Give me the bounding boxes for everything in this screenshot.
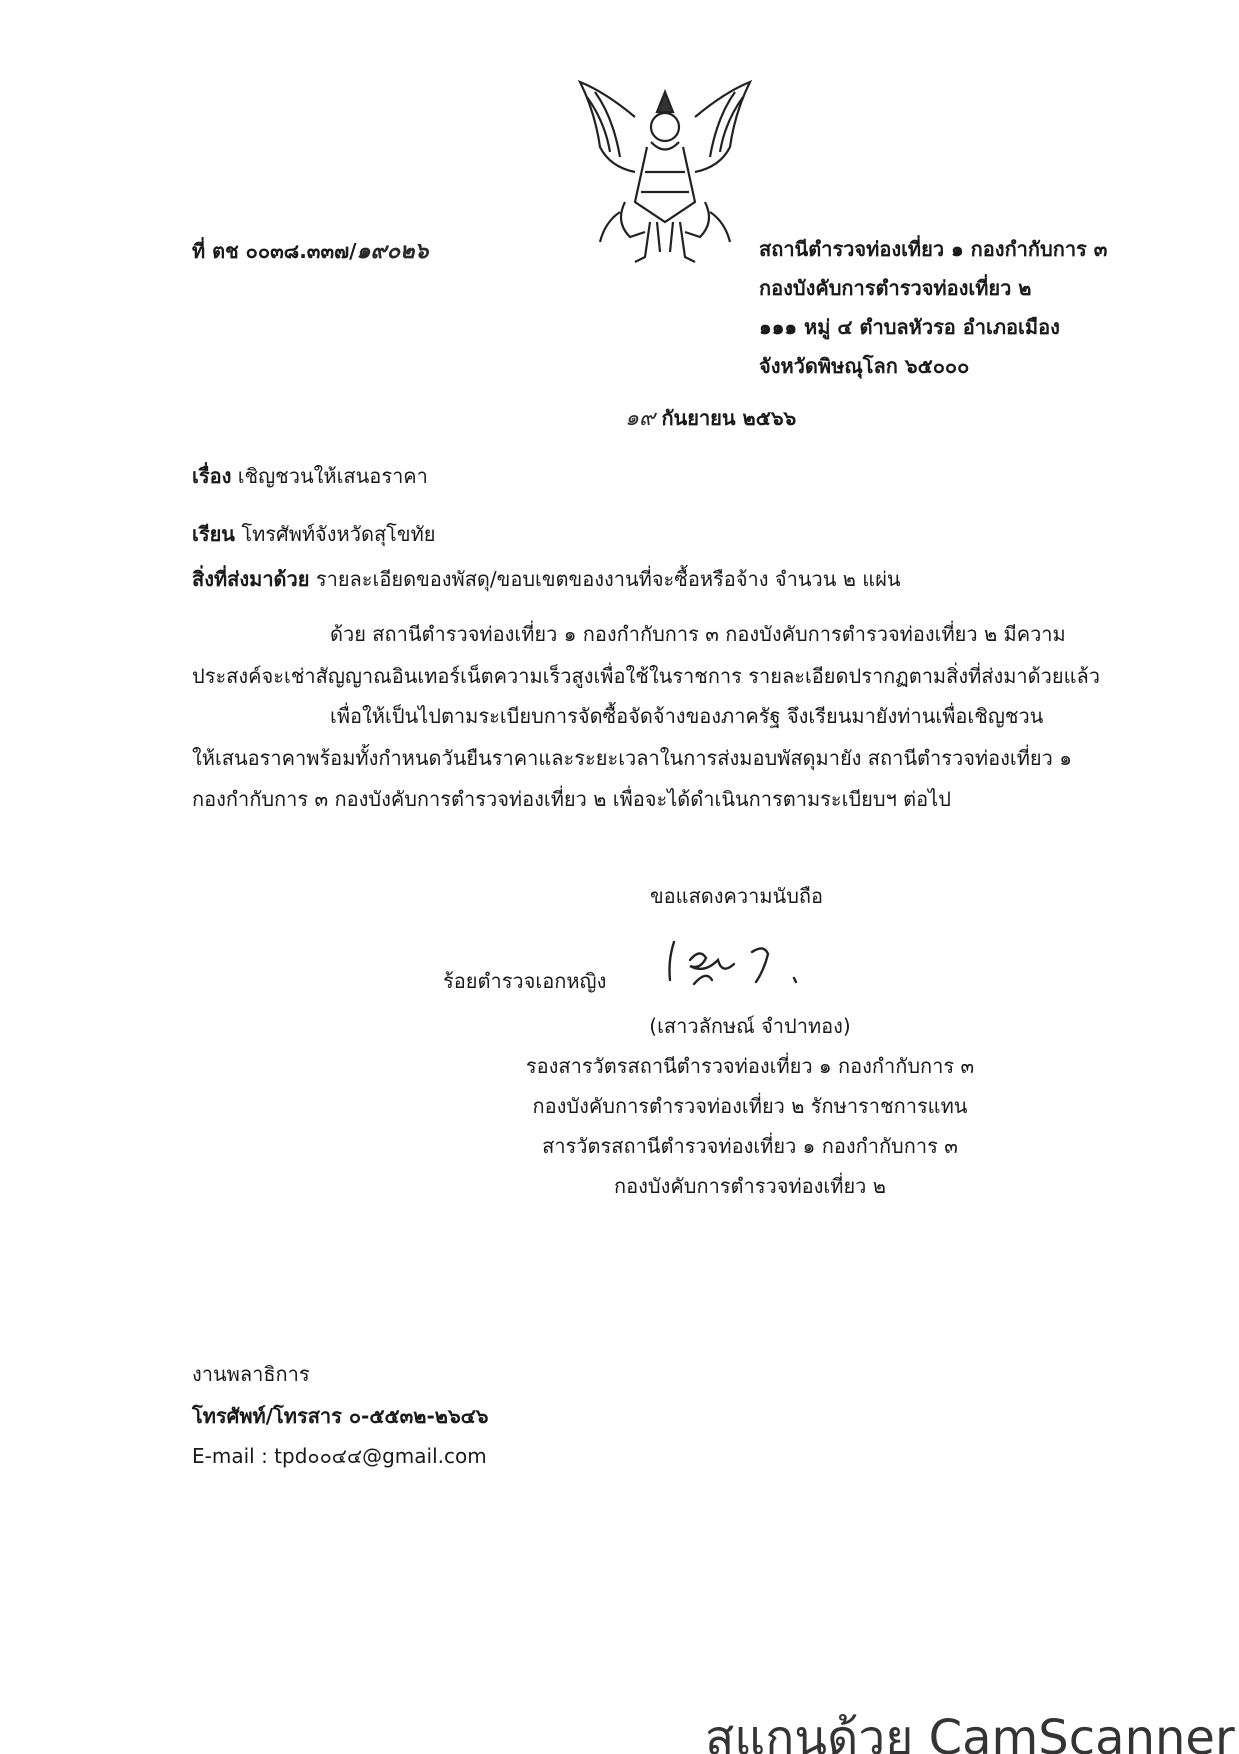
agency-address-line-4: จังหวัดพิษณุโลก ๖๕๐๐๐ (759, 354, 970, 378)
letter-date (625, 400, 796, 435)
scanner-watermark: สแกนด้วย CamScanner (705, 1710, 1235, 1754)
signer-position-line-3: สารวัตรสถานีตำรวจท่องเที่ยว ๑ กองกำกับการ ๓ (542, 1134, 958, 1158)
signer-name: (เสาวลักษณ์ จำปาทอง) (649, 1014, 851, 1038)
body-line-2: ประสงค์จะเช่าสัญญาณอินเทอร์เน็ตความเร็วสูงเพื่อใช้ในราชการ รายละเอียดปรากฏตามสิ่งที่ส่งมาด้วยแล้ว (192, 664, 1100, 688)
agency-address-line-2: กองบังคับการตำรวจท่องเที่ยว ๒ (759, 276, 1032, 300)
recipient-label: เรียน (192, 522, 235, 546)
footer-phone: โทรศัพท์/โทรสาร ๐-๕๕๓๒-๒๖๔๖ (192, 1404, 489, 1428)
signer-position-line-4: กองบังคับการตำรวจท่องเที่ยว ๒ (614, 1174, 886, 1198)
date-day-handwritten: ๑๙ (625, 406, 656, 431)
signer-position-line-1: รองสารวัตรสถานีตำรวจท่องเที่ยว ๑ กองกำกับการ ๓ (525, 1054, 975, 1078)
reference-prefix: ที่ ตช ๐๐๓๘.๓๓๗/ (192, 239, 357, 263)
body-line-5: กองกำกับการ ๓ กองบังคับการตำรวจท่องเที่ยว ๒ เพื่อจะได้ดำเนินการตามระเบียบฯ ต่อไป (192, 787, 951, 811)
footer-department: งานพลาธิการ (192, 1362, 310, 1386)
agency-address-line-3: ๑๑๑ หมู่ ๔ ตำบลหัวรอ อำเภอเมือง (759, 315, 1060, 339)
agency-address-line-1: สถานีตำรวจท่องเที่ยว ๑ กองกำกับการ ๓ (759, 237, 1108, 261)
signature-block (480, 1010, 1020, 1210)
recipient-line (192, 518, 435, 550)
footer-email: E-mail : tpd๐๐๔๔@gmail.com (192, 1444, 487, 1468)
subject-label: เรื่อง (192, 464, 232, 488)
reference-number (192, 233, 428, 268)
subject-line (192, 460, 428, 492)
enclosure-label: สิ่งที่ส่งมาด้วย (192, 567, 310, 591)
body-line-4: ให้เสนอราคาพร้อมทั้งกำหนดวันยืนราคาและระยะเวลาในการส่งมอบพัสดุมายัง สถานีตำรวจท่องเที่ยว ๑ (192, 746, 1072, 770)
subject-text: เชิญชวนให้เสนอราคา (237, 464, 428, 488)
body-line-1: ด้วย สถานีตำรวจท่องเที่ยว ๑ กองกำกับการ ๓ กองบังคับการตำรวจท่องเที่ยว ๒ มีความ (330, 622, 1066, 646)
enclosure-line (192, 563, 901, 595)
enclosure-text: รายละเอียดของพัสดุ/ขอบเขตของงานที่จะซื้อหรือจ้าง จำนวน ๒ แผ่น (315, 567, 901, 591)
recipient-text: โทรศัพท์จังหวัดสุโขทัย (241, 522, 436, 546)
signer-rank: ร้อยตำรวจเอกหญิง (443, 969, 607, 993)
handwritten-signature (660, 930, 810, 1000)
date-month-year: กันยายน ๒๕๖๖ (661, 406, 797, 430)
garuda-emblem-icon (565, 72, 765, 272)
closing-salutation: ขอแสดงความนับถือ (650, 884, 824, 908)
body-line-3: เพื่อให้เป็นไปตามระเบียบการจัดซื้อจัดจ้างของภาครัฐ จึงเรียนมายังท่านเพื่อเชิญชวน (330, 704, 1044, 728)
signer-position-line-2: กองบังคับการตำรวจท่องเที่ยว ๒ รักษาราชการแทน (532, 1094, 968, 1118)
reference-handwritten-number: ๑๙๐๒๖ (356, 238, 429, 264)
